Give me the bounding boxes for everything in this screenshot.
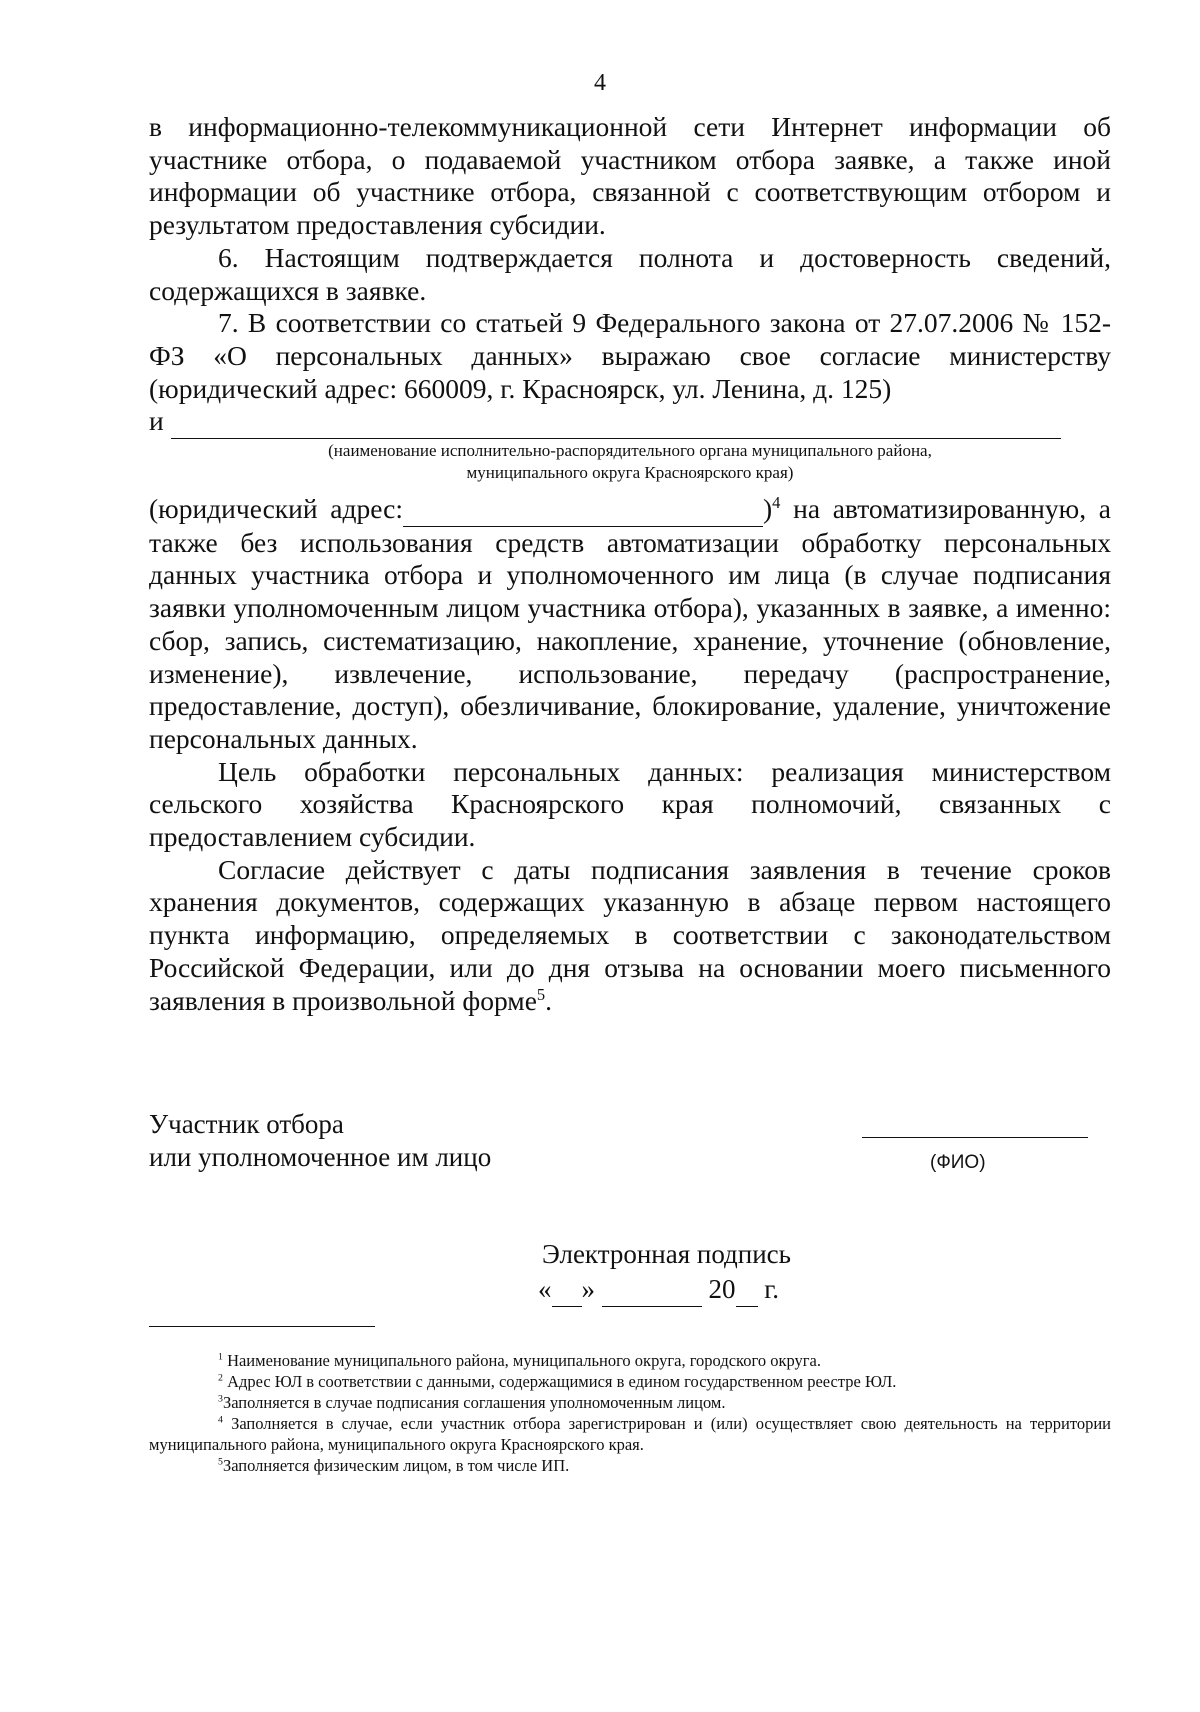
footnote-separator bbox=[149, 1326, 375, 1327]
and-word: и bbox=[149, 405, 164, 437]
day-blank bbox=[552, 1273, 582, 1307]
validity-text: Согласие действует с даты подписания заявления в течение сроков хранения документов, содержащих указанную в абзаце первом настоящего пункта информацию, определяемых в соответствии с законодательством Российской Федерации, или до дня отзыва на основании моего письменного заявления в произвольной форме bbox=[149, 853, 1111, 1016]
address-paragraph: (юридический адрес: )$^4$ на автоматизированную, а также без использования средств автоматизации обработку персональных данных участника отбора и уполномоченного им лица (в случае подписания заявки уполномоченным лицом участника отбора), указанных в заявке, а именно: сбор, запись, систематизацию, накопление, хранение, уточнение (обновление, изменение), извлечение, использование, передачу (распространение, предоставление, доступ), обезличивание, блокирование, удаление, уничтожение персональных данных. bbox=[149, 492, 1111, 754]
fio-signature-line bbox=[862, 1137, 1088, 1138]
validity-paragraph: Согласие действует с даты подписания заявления в течение сроков хранения документов, содержащих указанную в абзаце первом настоящего пункта информацию, определяемых в соответствии с законодательством Российской Федерации, или до дня отзыва на основании моего письменного заявления в произвольной форме$^5$. bbox=[149, 853, 1111, 1016]
consent-text-body: на автоматизированную, а также без использования средств автоматизации обработку персональных данных участника отбора и уполномоченного им лица (в случае подписания заявки уполномоченным лицом участника отбора), указанных в заявке, а именно: сбор, запись, систематизацию, накопление, хранение, уточнение (обновление, изменение), извлечение, использование, передачу (распространение, предоставление, доступ), обезличивание, блокирование, удаление, уничтожение персональных данных. bbox=[149, 493, 1111, 754]
caption-line-1: (наименование исполнительно-распорядительного органа муниципального района, bbox=[328, 441, 932, 460]
paragraph-7-text: 7. В соответствии со статьей 9 Федерального закона от 27.07.2006 № 152-ФЗ «О персональных данных» выражаю свое согласие министерству (юридический адрес: 660009, г. Красноярск, ул. Ленина, д. 125) bbox=[149, 307, 1111, 404]
caption-line-2: муниципального округа Красноярского края) bbox=[466, 463, 794, 482]
signatory-label bbox=[149, 1108, 491, 1174]
signatory-line-1: Участник отбора bbox=[149, 1109, 344, 1139]
body-text bbox=[149, 111, 1111, 439]
footnote-4: $^4$ Заполняется в случае, если участник отбора зарегистрирован и (или) осуществляет свою деятельность на территории муниципального района, муниципального округа Красноярского края. bbox=[149, 1414, 1112, 1454]
year-prefix: 20 bbox=[708, 1274, 736, 1304]
paragraph-7 bbox=[149, 307, 1111, 405]
footnote-ref-4: 4 bbox=[772, 492, 781, 512]
footnotes bbox=[149, 1350, 1111, 1476]
electronic-signature-label: Электронная подпись bbox=[542, 1239, 791, 1269]
year-blank bbox=[736, 1273, 758, 1307]
fio-label: (ФИО) bbox=[930, 1152, 986, 1173]
purpose-paragraph: Цель обработки персональных данных: реализация министерством сельского хозяйства Красноярского края полномочий, связанных с предоставлением субсидии. bbox=[149, 755, 1111, 853]
footnote-2: $^2$ Адрес ЮЛ в соответствии с данными, содержащимися в едином государственном реестре ЮЛ. bbox=[218, 1372, 897, 1391]
blank-caption bbox=[149, 440, 1111, 484]
paragraph-continuation: в информационно-телекоммуникационной сети Интернет информации об участнике отбора, о подаваемой участником отбора заявке, а также иной информации об участнике отбора, связанной с соответствующим отбором и результатом предоставления субсидии. bbox=[149, 111, 1111, 241]
footnote-3: $^3$Заполняется в случае подписания соглашения уполномоченным лицом. bbox=[218, 1393, 726, 1412]
footnote-ref-5: 5 bbox=[536, 984, 546, 1004]
page-number: 4 bbox=[594, 70, 606, 96]
and-line bbox=[149, 405, 1111, 439]
signature-date: « » 20 г. bbox=[538, 1273, 779, 1307]
body-name-blank bbox=[171, 405, 1061, 439]
footnote-5: $^5$Заполняется физическим лицом, в том числе ИП. bbox=[218, 1456, 570, 1475]
footnote-1: $^1$ Наименование муниципального района, муниципального округа, городского округа. bbox=[218, 1351, 821, 1370]
paragraph-6: 6. Настоящим подтверждается полнота и достоверность сведений, содержащихся в заявке. bbox=[149, 241, 1111, 306]
consent-text bbox=[149, 493, 1111, 1017]
address-label: (юридический адрес: bbox=[149, 493, 403, 524]
month-blank bbox=[602, 1273, 702, 1307]
address-blank bbox=[403, 493, 763, 527]
signatory-line-2: или уполномоченное им лицо bbox=[149, 1142, 492, 1172]
